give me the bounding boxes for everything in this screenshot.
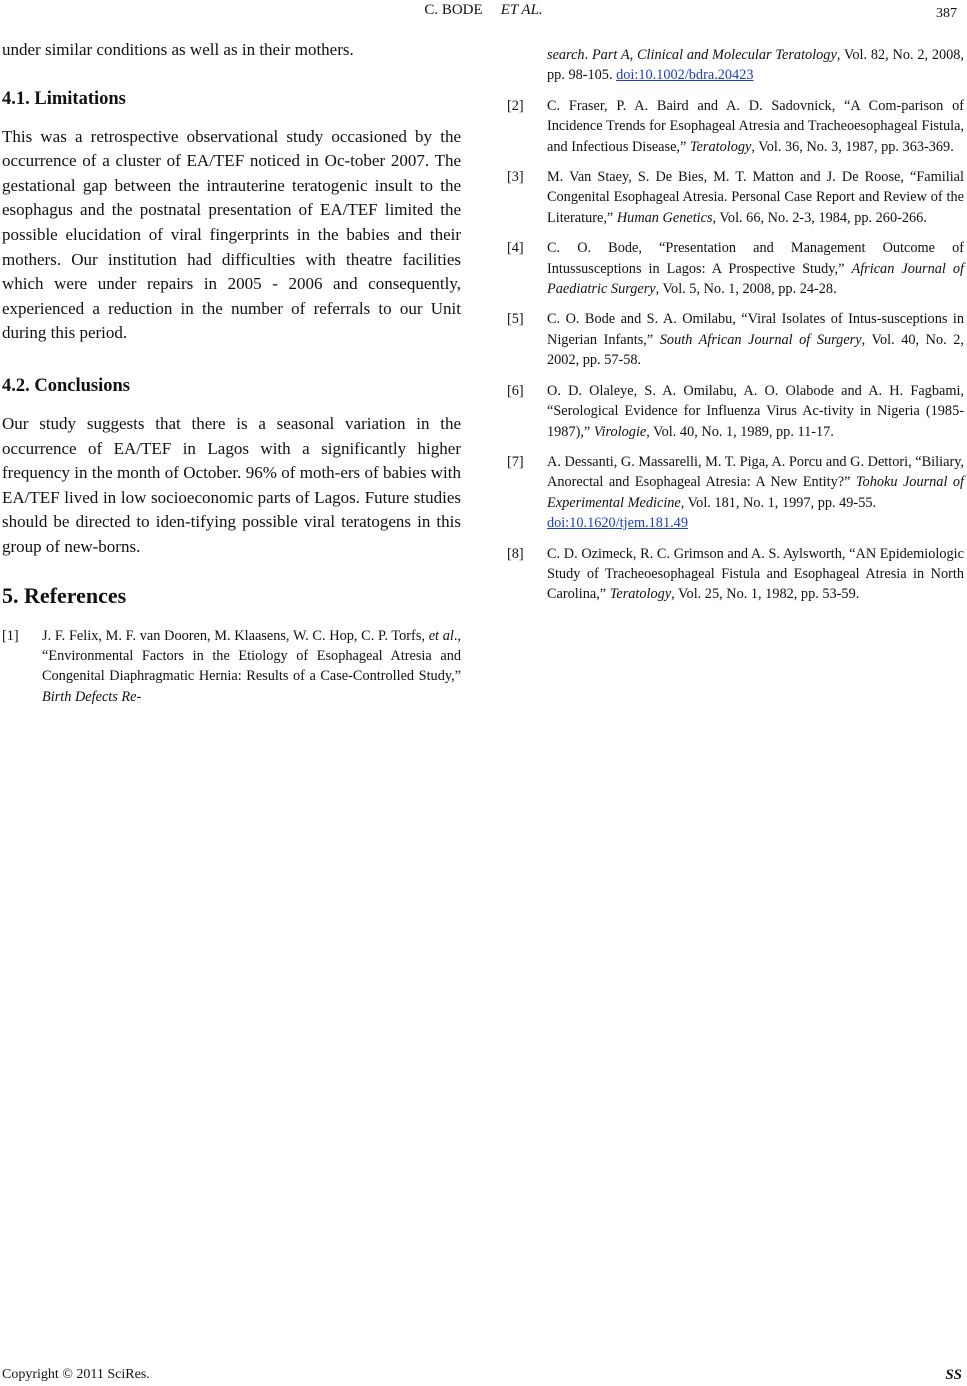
references-heading: 5. References [2, 582, 127, 608]
intro-fragment: under similar conditions as well as in their mothers. [2, 40, 354, 59]
reference-7: [7] A. Dessanti, G. Massarelli, M. T. Piga, A. Porcu and G. Dettori, “Biliary, Anorectal and Esophageal Atresia: A New Entity?” Tohoku Journal of Experimental Medicine, Vol. 181, No. 1, 1997, pp. 49-55. doi:10.1620/tjem.181.49 [507, 453, 964, 532]
ref-number: [1] [2, 627, 19, 644]
ref-number: [3] [507, 169, 524, 186]
reference-3: [3] M. Van Staey, S. De Bies, M. T. Matton and J. De Roose, “Familial Congenital Esophageal Atresia. Personal Case Report and Review of the Literature,” Human Genetics, Vol. 66, No. 2-3, 1984, pp. 260-266. [507, 169, 964, 226]
reference-4: [4] C. O. Bode, “Presentation and Management Outcome of Intussusceptions in Lagos: A Prospective Study,” African Journal of Paediatric Surgery, Vol. 5, No. 1, 2008, pp. 24-28. [507, 240, 964, 298]
reference-1: [1] J. F. Felix, M. F. van Dooren, M. Klaasens, W. C. Hop, C. P. Torfs, et al., “Environmental Factors in the Etiology of Esophageal Atresia and Congenital Diaphragmatic Hernia: Results of a Case-Controlled Study,” Birth Defects Re- [2, 627, 462, 705]
limitations-heading: 4.1. Limitations [2, 88, 126, 109]
ref-number: [8] [507, 545, 524, 562]
ref-number: [4] [507, 240, 524, 257]
conclusions-text: Our study suggests that there is a seasonal variation in the occurrence of EA/TEF in Lagos with a significantly higher frequency in the month of October. 96% of moth-ers of babies with EA/TEF lived in low socioeconomic parts of Lagos. Future studies should be directed to iden-tifying possible viral teratogens in this group of new-borns. [2, 413, 461, 556]
limitations-text: This was a retrospective observational study occasioned by the occurrence of a cluster of EA/TEF noticed in Oc-tober 2007. The gestational gap between the intrauterine teratogenic insult to the esophagus and the postnatal presentation of EA/TEF limited the possible elucidation of viral fingerprints in the babies and their mothers. Our institution had difficulties with theatre facilities which were under repairs in 2005 - 2006 and consequently, experienced a reduction in the number of referrals to our Unit during this period. [2, 126, 461, 343]
running-header [0, 0, 967, 20]
ref-number: [2] [507, 97, 524, 114]
reference-8: [8] C. D. Ozimeck, R. C. Grimson and A. S. Aylsworth, “AN Epidemiologic Study of Tracheoesophageal Fistula and Esophageal Atresia in North Carolina,” Teratology, Vol. 25, No. 1, 1982, pp. 53-59. [507, 545, 964, 603]
journal-abbreviation: SS [945, 1367, 962, 1383]
header-author: C. BODE [424, 2, 483, 18]
reference-5: [5] C. O. Bode and S. A. Omilabu, “Viral Isolates of Intus-susceptions in Nigerian Infants,” South African Journal of Surgery, Vol. 40, No. 2, 2002, pp. 57-58. [507, 311, 964, 369]
doi-link[interactable]: doi:10.1620/tjem.181.49 [547, 515, 688, 532]
doi-link[interactable]: doi:10.1002/bdra.20423 [616, 67, 754, 84]
ref-number: [7] [507, 453, 524, 470]
left-column [2, 38, 461, 707]
copyright-footer: Copyright © 2011 SciRes. [2, 1367, 150, 1382]
header-et-al: ET AL. [500, 2, 543, 18]
right-column [507, 45, 964, 605]
ref-number: [6] [507, 382, 524, 399]
page-number: 387 [936, 6, 957, 21]
conclusions-heading: 4.2. Conclusions [2, 375, 130, 396]
reference-6: [6] O. D. Olaleye, S. A. Omilabu, A. O. Olabode and A. H. Fagbami, “Serological Evidence for Influenza Virus Ac-tivity in Nigeria (1985-1987),” Virologie, Vol. 40, No. 1, 1989, pp. 11-17. [507, 382, 964, 440]
reference-1-continued: search. Part A, Clinical and Molecular Teratology, Vol. 82, No. 2, 2008, pp. 98-105. doi:10.1002/bdra.20423 [547, 47, 964, 84]
reference-2: [2] C. Fraser, P. A. Baird and A. D. Sadovnick, “A Com-parison of Incidence Trends for Esophageal Atresia and Tracheoesophageal Fistula, and Infectious Disease,” Teratology, Vol. 36, No. 3, 1987, pp. 363-369. [507, 97, 964, 155]
ref-number: [5] [507, 311, 524, 328]
